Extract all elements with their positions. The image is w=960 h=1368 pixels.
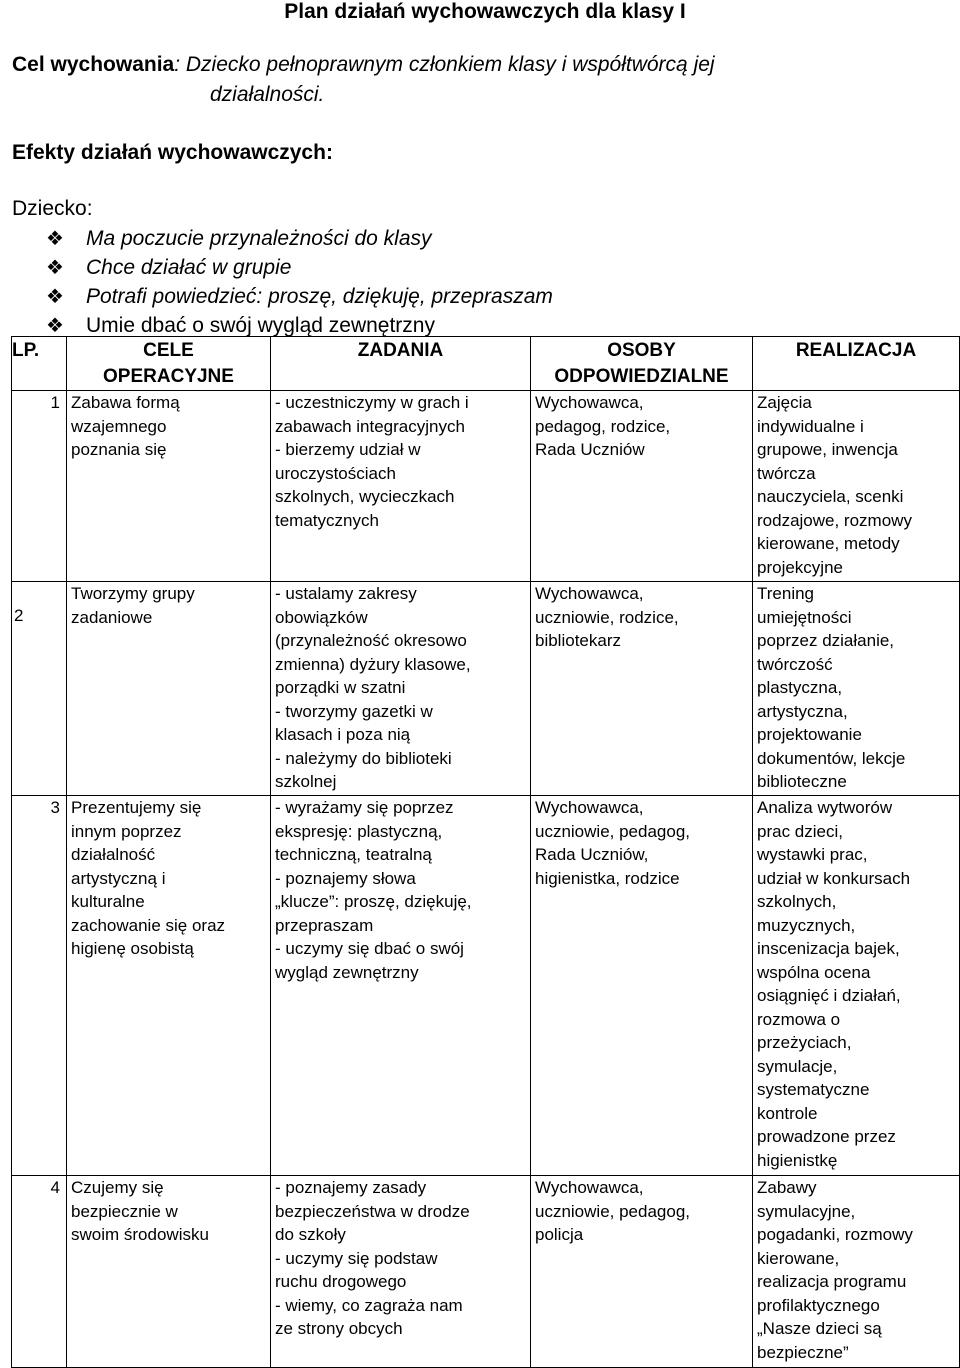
goal-text-continued: działalności. [210, 83, 325, 106]
header-realizacja: REALIZACJA [753, 337, 960, 391]
diamond-star-icon: ❖ [46, 314, 64, 337]
row-number: 4 [12, 1176, 67, 1368]
cell-realizacja: Zabawy symulacyjne, pogadanki, rozmowy kierowane, realizacja programu profilaktycznego „Nasze dzieci są bezpieczne” [753, 1176, 960, 1368]
bullet-text: Umie dbać o swój wygląd zewnętrzny [86, 313, 435, 337]
list-item [46, 253, 553, 282]
row-number: 1 [12, 391, 67, 582]
child-label: Dziecko: [12, 197, 93, 220]
table-row [12, 796, 960, 1176]
plan-table [11, 336, 960, 1368]
row-number: 3 [12, 796, 67, 1176]
diamond-star-icon: ❖ [46, 256, 64, 279]
table-row [12, 391, 960, 582]
cell-zadania: - wyrażamy się poprzez ekspresję: plastyczną, techniczną, teatralną - poznajemy słowa „klucze”: proszę, dziękuję, przepraszam - uczymy się dbać o swój wygląd zewnętrzny [271, 796, 531, 1176]
goal-label: Cel wychowania [12, 53, 175, 76]
goal-text: : Dziecko pełnoprawnym członkiem klasy i współtwórcą jej [174, 53, 715, 76]
bullet-text: Potrafi powiedzieć: proszę, dziękuję, przepraszam [86, 284, 553, 308]
table-row [12, 1176, 960, 1368]
list-item [46, 224, 553, 253]
cell-realizacja: Analiza wytworów prac dzieci, wystawki prac, udział w konkursach szkolnych, muzycznych, inscenizacja bajek, wspólna ocena osiągnięć i działań, rozmowa o przeżyciach, symulacje, systematyczne kontrole prowadzone przez higienistkę [753, 796, 960, 1176]
effects-list [46, 224, 553, 340]
page-title: Plan działań wychowawczych dla klasy I [284, 0, 686, 23]
list-item [46, 282, 553, 311]
cell-osoby: Wychowawca, pedagog, rodzice, Rada Uczniów [531, 391, 753, 582]
cell-cele: Tworzymy grupy zadaniowe [67, 582, 271, 796]
header-osoby: OSOBY ODPOWIEDZIALNE [531, 337, 753, 391]
cell-cele: Prezentujemy się innym poprzez działalność artystyczną i kulturalne zachowanie się oraz higienę osobistą [67, 796, 271, 1176]
cell-realizacja: Zajęcia indywidualne i grupowe, inwencja twórcza nauczyciela, scenki rodzajowe, rozmowy kierowane, metody projekcyjne [753, 391, 960, 582]
diamond-star-icon: ❖ [46, 285, 64, 308]
goal-line [12, 52, 715, 78]
cell-osoby: Wychowawca, uczniowie, pedagog, Rada Uczniów, higienistka, rodzice [531, 796, 753, 1176]
cell-cele: Zabawa formą wzajemnego poznania się [67, 391, 271, 582]
cell-osoby: Wychowawca, uczniowie, rodzice, bibliotekarz [531, 582, 753, 796]
cell-osoby: Wychowawca, uczniowie, pedagog, policja [531, 1176, 753, 1368]
cell-realizacja: Trening umiejętności poprzez działanie, twórczość plastyczna, artystyczna, projektowanie dokumentów, lekcje biblioteczne [753, 582, 960, 796]
cell-zadania: - ustalamy zakresy obowiązków (przynależność okresowo zmienna) dyżury klasowe, porządki w szatni - tworzymy gazetki w klasach i poza nią - należymy do biblioteki szkolnej [271, 582, 531, 796]
cell-zadania: - uczestniczymy w grach i zabawach integracyjnych - bierzemy udział w uroczystościach szkolnych, wycieczkach tematycznych [271, 391, 531, 582]
bullet-text: Chce działać w grupie [86, 255, 292, 279]
cell-zadania: - poznajemy zasady bezpieczeństwa w drodze do szkoły - uczymy się podstaw ruchu drogowego - wiemy, co zagraża nam ze strony obcych [271, 1176, 531, 1368]
bullet-text: Ma poczucie przynależności do klasy [86, 226, 432, 250]
effects-heading: Efekty działań wychowawczych: [12, 141, 333, 164]
header-cele: CELE OPERACYJNE [67, 337, 271, 391]
table-row [12, 582, 960, 796]
header-lp: LP. [12, 337, 67, 391]
row-number: 2 [12, 582, 67, 796]
table-header-row [12, 337, 960, 391]
header-zadania: ZADANIA [271, 337, 531, 391]
diamond-star-icon: ❖ [46, 227, 64, 250]
cell-cele: Czujemy się bezpiecznie w swoim środowisku [67, 1176, 271, 1368]
